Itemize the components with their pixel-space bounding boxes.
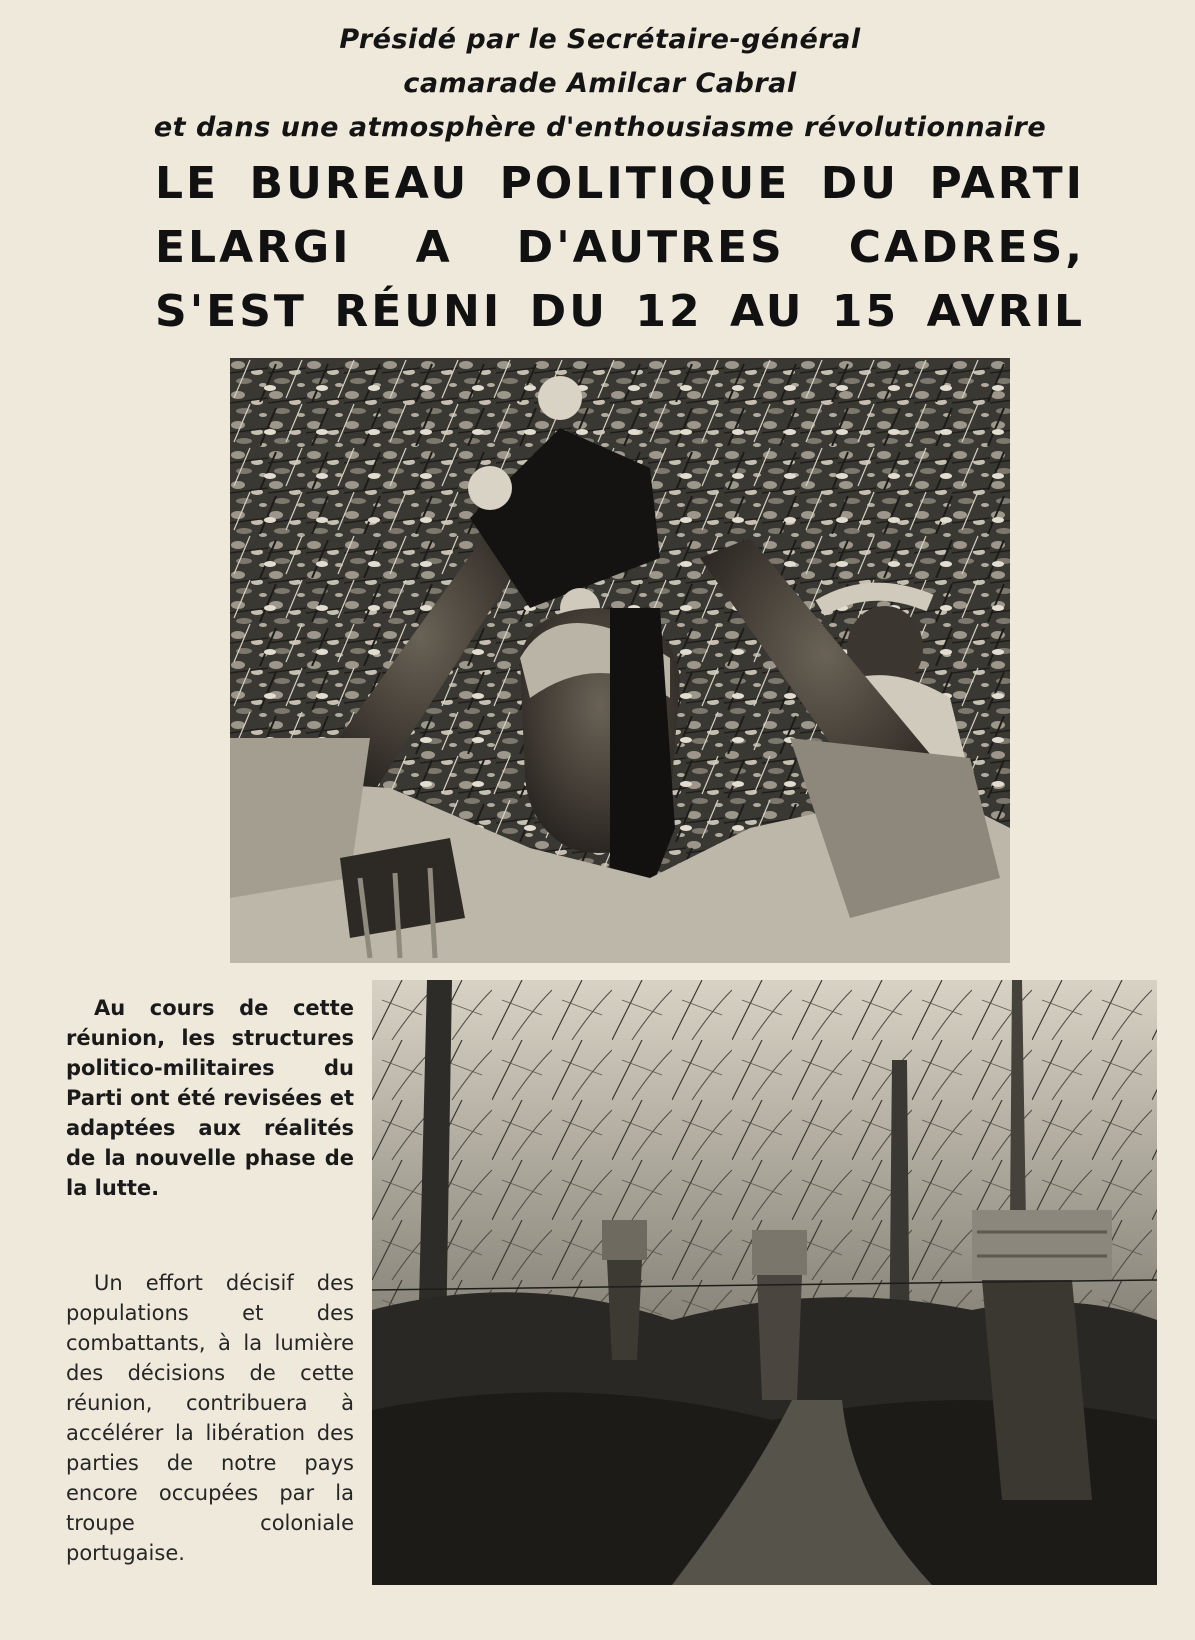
photo-porters-illustration (372, 980, 1157, 1585)
headline-line-2: ELARGI A D'AUTRES CADRES, (155, 222, 1085, 273)
headline-line-3: S'EST RÉUNI DU 12 AU 15 AVRIL (155, 286, 1085, 337)
kicker-line-3: et dans une atmosphère d'enthousiasme révolutionnaire (153, 112, 1047, 143)
photo-fighter-illustration (230, 358, 1010, 963)
kicker-line-2: camarade Amilcar Cabral (403, 68, 797, 99)
photo-fighter-carrying-weapon (230, 358, 1010, 963)
photo-porters-in-forest (372, 980, 1157, 1585)
caption-meeting-structures: Au cours de cette réunion, les structures politico-militaires du Parti ont été revisées et adaptées aux réalités de la nouvelle phase de la lutte. (66, 996, 354, 1200)
kicker-line-1: Présidé par le Secrétaire-général (339, 24, 861, 55)
caption-decisive-effort: Un effort décisif des populations et des combattants, à la lumière des décisions de cette réunion, contribuera à accélérer la libération des parties de notre pays encore occupées par la troupe coloniale portugaise. (66, 1271, 354, 1565)
headline-line-1: LE BUREAU POLITIQUE DU PARTI (155, 158, 1085, 209)
